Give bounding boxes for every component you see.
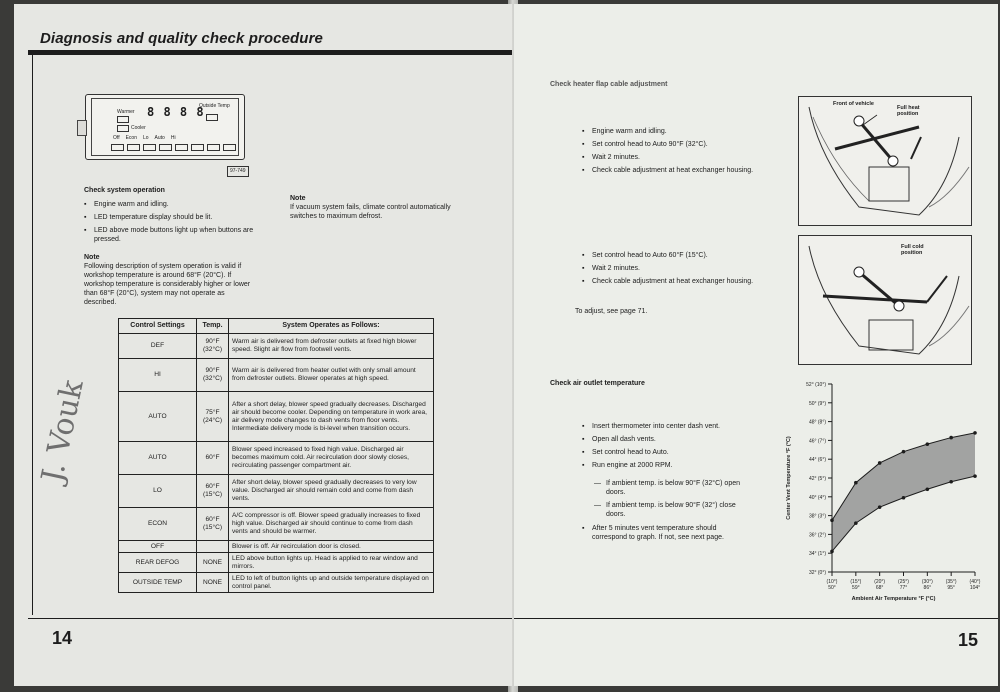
table-row	[119, 392, 434, 442]
y-tick-label: 46° (7°)	[808, 438, 826, 445]
table-row	[119, 573, 434, 593]
flap-step: ▪ Set control head to Auto 90°F (32°C).	[582, 140, 782, 149]
table-cell-temp: 90°F (32°C)	[197, 334, 229, 359]
flap-step: ▪ Check cable adjustment at heat exchanger housing.	[582, 166, 782, 175]
outlet-step: ▪ Run engine at 2000 RPM.	[582, 461, 752, 470]
data-point	[926, 487, 930, 491]
heater-flap-figure-full-cold	[798, 235, 972, 365]
chart-layer	[786, 382, 981, 602]
table-cell-temp: NONE	[197, 553, 229, 573]
table-cell-desc: LED to left of button lights up and outside temperature displayed on control panel.	[229, 573, 434, 593]
table-cell-temp: 75°F (24°C)	[197, 392, 229, 442]
flap-step: ▪ Wait 2 minutes.	[582, 264, 782, 273]
note-2-title: Note	[290, 195, 306, 202]
x-tick-label: 95°	[947, 585, 955, 591]
adjust-note: To adjust, see page 71.	[575, 308, 648, 315]
panel-mode-labels	[113, 135, 176, 141]
data-point	[926, 442, 930, 446]
table-cell-desc: After short delay, blower speed gradually decreases to very low value. Discharged air should remain cold and come from dash vents.	[229, 475, 434, 508]
table-cell-setting: OFF	[119, 541, 197, 553]
table-cell-setting: ECON	[119, 508, 197, 541]
table-row	[119, 442, 434, 475]
header-rule	[28, 50, 512, 55]
control-panel-figure	[85, 94, 251, 176]
x-tick-label: (15°)	[850, 579, 862, 585]
y-axis-title: Center Vent Temperature °F (°C)	[786, 436, 792, 520]
note-1-title: Note	[84, 254, 100, 261]
data-point	[902, 450, 906, 454]
table-cell-setting: LO	[119, 475, 197, 508]
panel-cooler-label: Cooler	[131, 125, 146, 131]
data-point	[854, 521, 858, 525]
heater-flap-illustration-cold	[799, 236, 971, 364]
y-tick-label: 38° (3°)	[808, 513, 826, 520]
y-tick-label: 48° (8°)	[808, 419, 826, 426]
data-point	[949, 436, 953, 440]
table-header-temp: Temp.	[197, 319, 229, 334]
table-cell-setting: DEF	[119, 334, 197, 359]
flap-step: ▪ Check cable adjustment at heat exchanger housing.	[582, 277, 782, 286]
panel-outside-button	[206, 114, 218, 121]
heater-flap-figure-full-heat	[798, 96, 972, 226]
flap-step: ▪ Engine warm and idling.	[582, 127, 782, 136]
table-row	[119, 359, 434, 392]
x-tick-label: 68°	[875, 585, 884, 591]
flap-step: ▪ Set control head to Auto 60°F (15°C).	[582, 251, 782, 260]
panel-hi-label: Hi	[170, 135, 176, 141]
outlet-step: ▪ Insert thermometer into center dash vent.	[582, 422, 752, 431]
x-axis-title: Ambient Air Temperature °F (°C)	[851, 596, 936, 602]
x-tick-label: (10°)	[826, 579, 838, 585]
table-cell-temp: 60°F (15°C)	[197, 508, 229, 541]
page-number-left: 14	[52, 628, 73, 648]
check-item: ▪ Engine warm and idling.	[84, 200, 256, 209]
system-operation-table	[118, 318, 434, 593]
table-cell-setting: REAR DEFOG	[119, 553, 197, 573]
x-tick-label: (25°)	[898, 579, 909, 585]
y-tick-label: 32° (0°)	[808, 570, 826, 576]
x-tick-label: (30°)	[921, 579, 933, 585]
x-tick-label: 50°	[828, 585, 836, 591]
y-tick-label: 42° (5°)	[808, 476, 826, 482]
panel-warmer-label: Warmer	[117, 109, 135, 115]
note-1-text: Following description of system operation is valid if workshop temperature is around 68°F (20°C). If workshop temperature is considerably higher or lower than 68°F (20°C), system may not operate as described.	[84, 263, 251, 306]
full-cold-label: Full cold position	[901, 244, 924, 256]
table-row	[119, 553, 434, 573]
table-cell-desc: A/C compressor is off. Blower speed gradually increases to fixed high value. Discharged air should continue to come from dash vents and should be warmer.	[229, 508, 434, 541]
table-cell-temp: 60°F (15°C)	[197, 475, 229, 508]
data-point	[854, 481, 858, 485]
x-tick-label: 59°	[852, 585, 860, 591]
check-item: ▪ LED above mode buttons light up when buttons are pressed.	[84, 226, 256, 244]
panel-mode-buttons	[111, 144, 236, 151]
y-tick-label: 36° (2°)	[808, 532, 826, 539]
panel-display: 8 8 8 8	[147, 105, 205, 119]
flap-step: ▪ Wait 2 minutes.	[582, 153, 782, 162]
x-tick-label: 104°	[969, 585, 981, 591]
outlet-step: ▪ Set control head to Auto.	[582, 448, 752, 457]
front-of-vehicle-label: Front of vehicle	[833, 101, 874, 107]
outlet-sub-steps	[594, 479, 744, 523]
y-tick-label: 34° (1°)	[808, 551, 826, 558]
table-cell-setting: AUTO	[119, 442, 197, 475]
table-header-operation: System Operates as Follows:	[229, 319, 434, 334]
table-cell-desc: LED above button lights up. Head is applied to rear window and mirrors.	[229, 553, 434, 573]
panel-lo-label: Lo	[142, 135, 149, 141]
table-cell-temp: 60°F	[197, 442, 229, 475]
table-cell-temp	[197, 541, 229, 553]
table-cell-setting: OUTSIDE TEMP	[119, 573, 197, 593]
x-tick-label: (40°)	[969, 579, 981, 585]
table-cell-desc: Blower is off. Air recirculation door is closed.	[229, 541, 434, 553]
table-row	[119, 334, 434, 359]
table-cell-desc: Warm air is delivered from heater outlet with only small amount from defroster outlets. Blower operates at high speed.	[229, 359, 434, 392]
table-cell-temp: NONE	[197, 573, 229, 593]
y-tick-label: 52° (10°)	[806, 382, 826, 388]
table-cell-desc: After a short delay, blower speed gradually decreases. Discharged air should become cooler. Depending on temperature in work area, air delivery mode changes to dash vents from floor vents. Intermediate delivery mode is bi-level when transition occurs.	[229, 392, 434, 442]
data-point	[902, 496, 906, 500]
table-cell-setting: HI	[119, 359, 197, 392]
table-cell-desc: Warm air is delivered from defroster outlets at fixed high blower speed. Slight air flow from footwell vents.	[229, 334, 434, 359]
outlet-step: ▪ After 5 minutes vent temperature should correspond to graph. If not, see next page.	[582, 524, 742, 542]
data-point	[878, 461, 882, 465]
table-cell-desc: Blower speed increased to fixed high value. Discharged air becomes maximum cold. Air recirculation door slowly closes, recirculating passenger compartment air.	[229, 442, 434, 475]
handwritten-signature: J. Vouk	[35, 377, 91, 486]
figure-label: 97-749	[227, 166, 249, 177]
right-footer-rule	[514, 618, 998, 619]
x-tick-label: 77°	[899, 585, 908, 591]
heater-flap-illustration	[799, 97, 971, 225]
outlet-section-title: Check air outlet temperature	[550, 380, 645, 387]
panel-outside-temp-label: Outside Temp	[199, 103, 230, 109]
x-tick-label: (35°)	[945, 579, 957, 585]
table-cell-temp: 90°F (32°C)	[197, 359, 229, 392]
outlet-sub-step: — If ambient temp. is below 90°F (32°) close doors.	[594, 501, 744, 519]
table-header-settings: Control Settings	[119, 319, 197, 334]
check-system-title: Check system operation	[84, 187, 165, 194]
table-row	[119, 475, 434, 508]
page-header-title: Diagnosis and quality check procedure	[40, 30, 323, 47]
panel-side-tab	[77, 120, 87, 136]
data-point	[973, 431, 977, 435]
check-system-list	[84, 200, 256, 248]
full-heat-label: Full heat position	[897, 105, 920, 117]
outlet-step: ▪ Open all dash vents.	[582, 435, 752, 444]
flap-section-title: Check heater flap cable adjustment	[550, 81, 668, 88]
page-number-right: 15	[958, 630, 979, 650]
x-tick-label: (20°)	[874, 579, 886, 585]
data-point	[973, 474, 977, 478]
data-point	[878, 505, 882, 509]
y-tick-label: 40° (4°)	[808, 494, 826, 501]
table-cell-setting: AUTO	[119, 392, 197, 442]
x-tick-label: 86°	[923, 585, 932, 591]
flap-steps-1	[582, 127, 782, 179]
check-item: ▪ LED temperature display should be lit.	[84, 213, 256, 222]
note-2-text: If vacuum system fails, climate control automatically switches to maximum defrost.	[290, 204, 451, 220]
panel-cooler-button	[117, 125, 129, 132]
panel-econ-label: Econ	[125, 135, 137, 141]
table-row	[119, 508, 434, 541]
data-point	[949, 480, 953, 484]
outlet-steps	[582, 422, 752, 474]
outlet-sub-step: — If ambient temp. is below 90°F (32°C) open doors.	[594, 479, 744, 497]
left-footer-rule	[28, 618, 512, 619]
vent-temperature-chart	[770, 374, 992, 606]
y-tick-label: 50° (9°)	[808, 400, 826, 407]
outlet-final-step	[582, 524, 742, 546]
panel-off-label: Off	[113, 135, 120, 141]
left-margin-rule	[32, 55, 33, 615]
table-row	[119, 541, 434, 553]
panel-warmer-button	[117, 116, 129, 123]
y-tick-label: 44° (6°)	[808, 457, 826, 464]
flap-steps-2	[582, 251, 782, 290]
panel-auto-label: Auto	[154, 135, 165, 141]
